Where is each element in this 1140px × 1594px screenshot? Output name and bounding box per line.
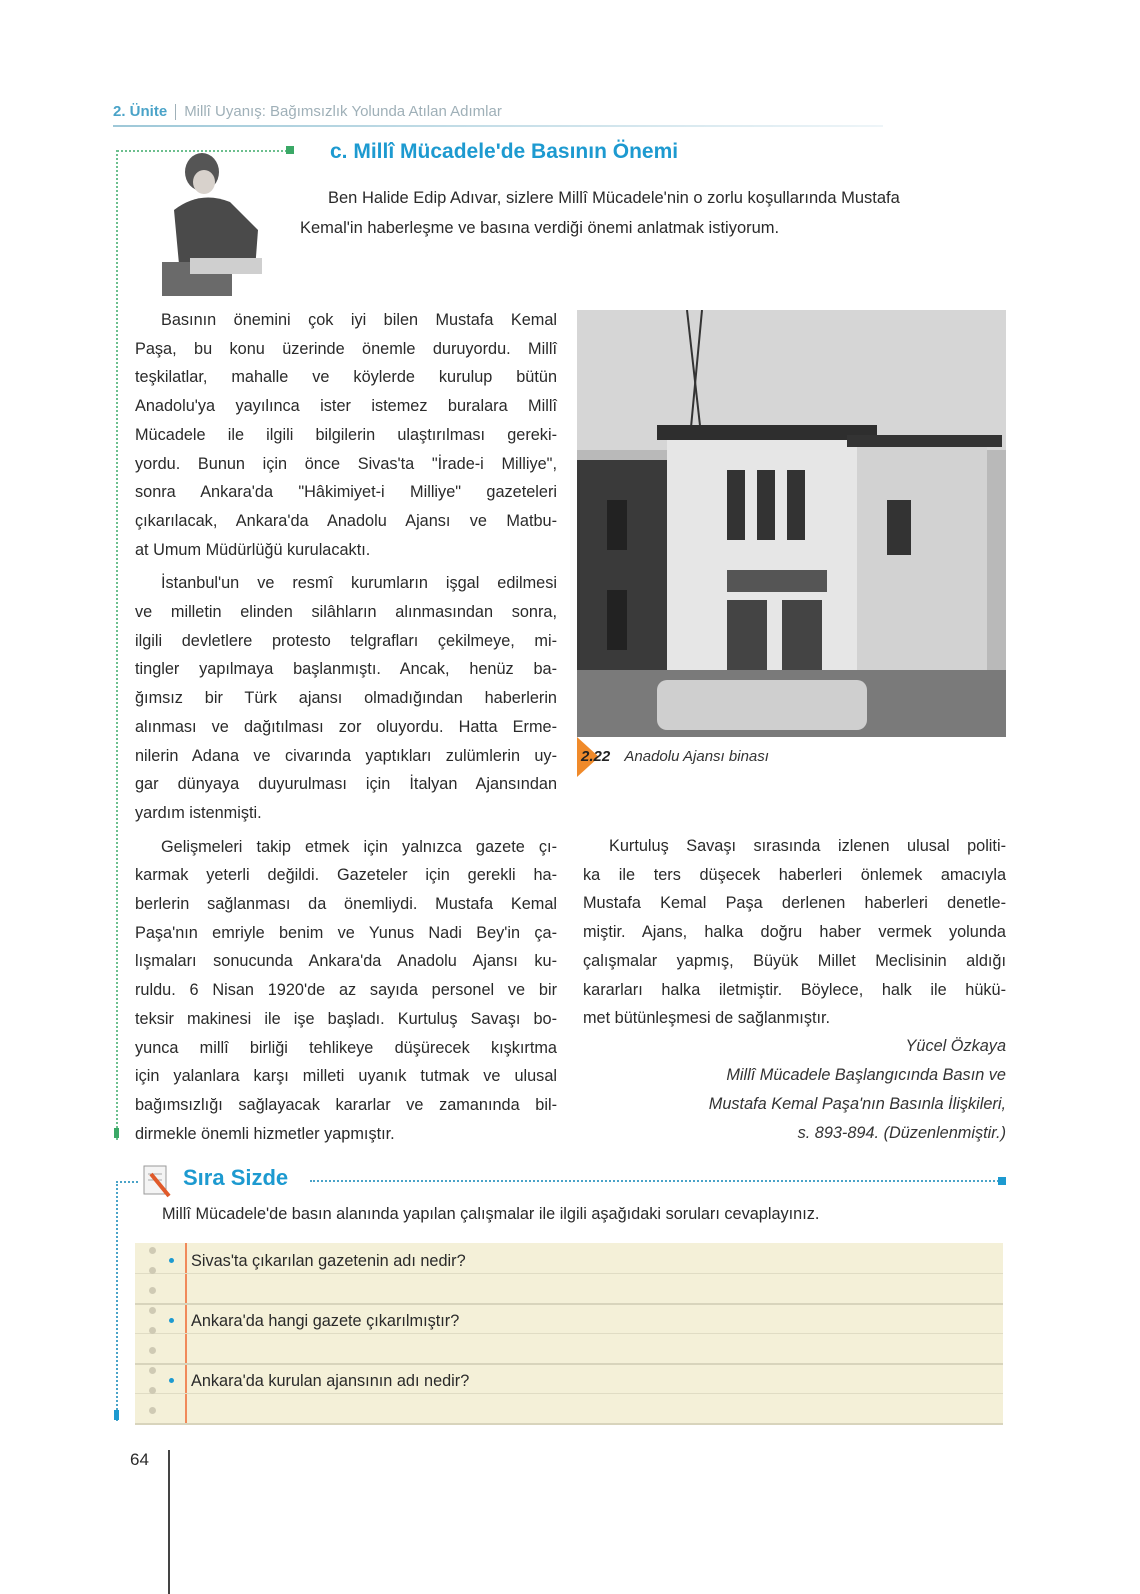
- text-line: çalışmalar yapmış, Büyük Millet Meclisinin aldığı: [583, 951, 1006, 970]
- paragraph: [135, 306, 557, 564]
- activity-instruction: Millî Mücadele'de basın alanında yapılan çalışmalar ile ilgili aşağıdaki soruları cevaplayınız.: [162, 1205, 820, 1223]
- text-line: miştir. Ajans, halka doğru haber vermek yolunda: [583, 923, 1006, 942]
- paragraph: [135, 833, 557, 1149]
- dotted-frame-left: [116, 150, 118, 1140]
- intro-text: [300, 183, 1006, 243]
- source-attribution: [709, 1032, 1006, 1148]
- text-line: yunca millî birliği tehlikeye düşürecek kışkırtma: [135, 1038, 557, 1057]
- text-line: Basının önemini çok iyi bilen Mustafa Kemal: [161, 311, 557, 329]
- header-rule: [113, 125, 883, 127]
- unit-subtitle: Millî Uyanış: Bağımsızlık Yolunda Atılan Adımlar: [184, 103, 502, 120]
- text-line: karmak yeterli değildi. Gazeteler için gerekli ha-: [135, 866, 557, 885]
- running-header: [113, 103, 502, 120]
- question-row[interactable]: [135, 1243, 1003, 1305]
- text-line: İstanbul'un ve resmî kurumların işgal edilmesi: [161, 574, 557, 593]
- frame-corner-marker: [286, 146, 294, 154]
- answer-notepad: [135, 1243, 1003, 1423]
- frame-end-marker: [114, 1128, 119, 1138]
- right-column-text: [583, 832, 1006, 1033]
- text-line: Paşa'nın emriyle benim ve Yunus Nadi Bey'in ça-: [135, 923, 557, 942]
- bullet-icon: [169, 1378, 174, 1383]
- figure-caption: [577, 737, 769, 777]
- bullet-icon: [169, 1318, 174, 1323]
- question-row[interactable]: [135, 1303, 1003, 1365]
- notepad-pencil-icon: [141, 1162, 175, 1198]
- text-line: ğımsız bir Türk ajansı olmadığından haberlerin: [135, 689, 557, 708]
- unit-label: 2. Ünite: [113, 103, 168, 120]
- activity-title-rule: [310, 1180, 1002, 1182]
- paragraph: [135, 569, 557, 827]
- text-line: berlerin sağlanması da önemliydi. Mustafa Kemal: [135, 895, 557, 914]
- attribution-work: Millî Mücadele Başlangıcında Basın ve: [726, 1066, 1006, 1084]
- text-line: sonra Ankara'da "Hâkimiyet-i Milliye" gazeteleri: [135, 483, 557, 502]
- intro-line: Kemal'in haberleşme ve basına verdiği önemi anlatmak istiyorum.: [300, 219, 780, 237]
- text-line: at Umum Müdürlüğü kurulacaktı.: [135, 540, 371, 559]
- attribution-pages: s. 893-894. (Düzenlenmiştir.): [797, 1124, 1006, 1142]
- activity-frame-top: [116, 1181, 138, 1183]
- anadolu-ajansi-photo: [577, 310, 1006, 737]
- text-line: için yalanlara karşı milleti uyanık tutmak ve ulusal: [135, 1067, 557, 1086]
- text-line: nilerin Adana ve civarında yaptıkları zulümlerin uy-: [135, 746, 557, 765]
- paragraph: [583, 832, 1006, 1033]
- activity-title: Sıra Sizde: [183, 1165, 289, 1190]
- intro-line: Ben Halide Edip Adıvar, sizlere Millî Mücadele'nin o zorlu koşullarında Mustafa: [328, 189, 900, 207]
- text-line: Paşa, bu konu üzerinde önemle duruyordu. Millî: [135, 339, 557, 358]
- text-line: Mustafa Kemal Paşa derlenen haberleri denetle-: [583, 894, 1006, 913]
- text-line: ka ile ters düşecek haberleri önlemek amacıyla: [583, 865, 1006, 884]
- text-line: alınması ve dağıtılması zor oluyordu. Hatta Erme-: [135, 717, 557, 736]
- figure-number: 2.22: [581, 747, 611, 765]
- attribution-work: Mustafa Kemal Paşa'nın Basınla İlişkileri,: [708, 1095, 1006, 1113]
- text-line: dirmekle önemli hizmetler yapmıştır.: [135, 1124, 395, 1143]
- text-line: teksir makinesi ile işe başladı. Kurtuluş Savaşı bo-: [135, 1009, 557, 1028]
- text-line: teşkilatlar, mahalle ve köylerde kurulup bütün: [135, 368, 557, 387]
- text-line: gar dünyaya duyurulması için İtalyan Ajansından: [135, 775, 557, 794]
- page-number-rule: [168, 1450, 170, 1594]
- text-line: Kurtuluş Savaşı sırasında izlenen ulusal politi-: [609, 837, 1006, 855]
- text-line: yordu. Bunun için önce Sivas'ta "İrade-i Milliye",: [135, 454, 557, 473]
- text-line: tingler yapılmaya başlanmıştı. Ancak, henüz ba-: [135, 660, 557, 679]
- attribution-author: Yücel Özkaya: [905, 1037, 1006, 1055]
- header-divider: [175, 104, 176, 120]
- text-line: ilgili devletlere protesto telgrafları çekilmeye, mi-: [135, 631, 557, 650]
- text-line: çıkarılacak, Ankara'da Anadolu Ajansı ve Matbu-: [135, 511, 557, 530]
- left-column-text: [135, 306, 557, 1153]
- question-text: Sivas'ta çıkarılan gazetenin adı nedir?: [191, 1252, 466, 1270]
- section-title: c. Millî Mücadele'de Basının Önemi: [330, 140, 679, 163]
- figure-caption-text: Anadolu Ajansı binası: [624, 747, 769, 765]
- bullet-icon: [169, 1258, 174, 1263]
- text-line: lışmaları sonucunda Ankara'da Anadolu Ajansı ku-: [135, 952, 557, 971]
- text-line: yardım istenmişti.: [135, 803, 262, 822]
- text-line: Anadolu'ya yayılınca ister istemez buralara Millî: [135, 397, 557, 416]
- page-number: 64: [130, 1450, 149, 1469]
- text-line: Mücadele ile ilgili bilgilerin ulaştırılması gereki-: [135, 425, 557, 444]
- activity-frame-left: [116, 1181, 118, 1421]
- text-line: ve milletin elinden silâhların alınmasından sonra,: [135, 603, 557, 622]
- text-line: met bütünleşmesi de sağlanmıştır.: [583, 1009, 831, 1028]
- text-line: Gelişmeleri takip etmek için yalnızca gazete çı-: [161, 837, 557, 856]
- text-line: kararları halka iletmiştir. Böylece, halk ile hükü-: [583, 980, 1006, 999]
- question-text: Ankara'da hangi gazete çıkarılmıştır?: [191, 1312, 460, 1330]
- text-line: ruldu. 6 Nisan 1920'de az sayıda personel ve bir: [135, 981, 557, 1000]
- activity-corner-marker: [998, 1177, 1006, 1185]
- question-row[interactable]: [135, 1363, 1003, 1425]
- activity-frame-end: [114, 1410, 119, 1420]
- halide-edip-portrait: [160, 150, 270, 298]
- text-line: bağımsızlığı sağlayacak kararlar ve zamanında bil-: [135, 1095, 557, 1114]
- question-text: Ankara'da kurulan ajansının adı nedir?: [191, 1372, 470, 1390]
